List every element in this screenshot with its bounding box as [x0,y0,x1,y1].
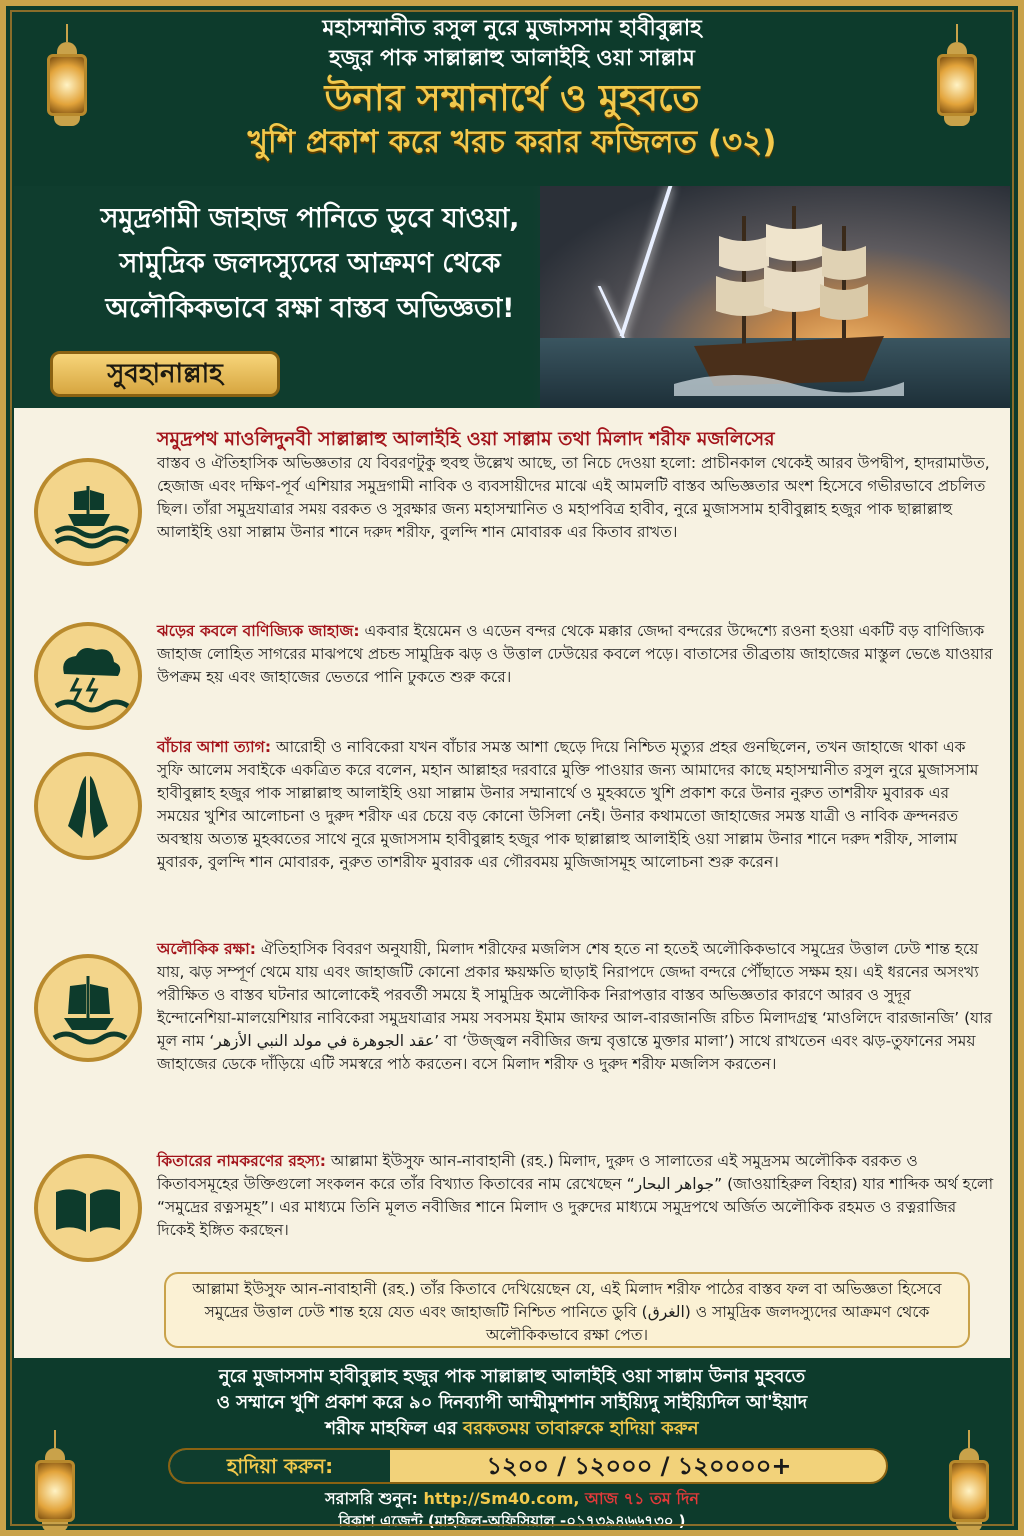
section-title: সমুদ্রপথ মাওলিদুনবী সাল্লাল্লাহু আলাইহি ওয়া সাল্লাম তথা মিলাদ শরীফ মজলিসের [157,428,775,450]
footer-line-3b: বরকতময় তাবারুকে হাদিয়া করুন [463,1418,699,1439]
section-title: অলৌকিক রক্ষা: [157,940,256,958]
live-url[interactable]: http://Sm40.com, [423,1489,580,1508]
section-text: আল্লামা ইউসুফ আন-নাবাহানী (রহ.) মিলাদ, দুরুদ ও সালাতের এই সমুদ্রসম অলৌকিক বরকত ও কিতাবসমূহের উক্তিগুলো সংকলন করে তাঁর বিখ্যাত কিতাবের নাম রেখেছেন “جواهر البحار” (জাওয়াহিরুল বিহার) যার শাব্দিক অর্থ হলো “সমুদ্রের রত্নসমূহ”। এর মাধ্যমে তিনি মূলত নবীজির শানে মিলাদ ও দুরুদের মাধ্যমে সমুদ্রপথে অর্জিত অলৌকিক রহমত ও রত্নরাজির দিকেই ইঙ্গিত করছেন। [157,1152,994,1239]
donation-bar [168,1448,888,1484]
section-title: কিতারের নামকরণের রহস্য: [157,1152,326,1170]
lantern-icon [944,1430,994,1532]
section-title: ঝড়ের কবলে বাণিজ্যিক জাহাজ: [157,622,360,640]
lantern-icon [30,1430,80,1532]
summary-note: আল্লামা ইউসুফ আন-নাবাহানী (রহ.) তাঁর কিতাবে দেখিয়েছেন যে, এই মিলাদ শরীফ পাঠের বাস্তব ফল বা অভিজ্ঞতা হিসেবে সমুদ্রের উত্তাল ঢেউ শান্ত হয়ে যেত এবং জাহাজটি নিশ্চিত পানিতে ডুবি (الغرق) ও সামুদ্রিক জলদস্যুদের আক্রমণ থেকে অলৌকিকভাবে রক্ষা পেত। [164,1272,970,1348]
header-title-2: খুশি প্রকাশ করে খরচ করার ফজিলত (৩২) [247,124,777,160]
section-title: বাঁচার আশা ত্যাগ: [157,738,272,756]
lantern-icon [932,24,982,126]
section-text: বাস্তব ও ঐতিহাসিক অভিজ্ঞতার যে বিবরণটুকু হুবহু উল্লেখ আছে, তা নিচে দেওয়া হলো: প্রাচীনকাল থেকেই আরব উপদ্বীপ, হাদরামাউত, হেজাজ এবং দক্ষিণ-পূর্ব এশিয়ার সমুদ্রগামী নাবিক ও ব্যবসায়ীদের মাঝে এই আমলটি বাস্তব অভিজ্ঞতার অংশ হিসেবে গভীরভাবে প্রচলিত ছিল। তাঁরা সমুদ্রযাত্রার সময় বরকত ও সুরক্ষার জন্য মহাসম্মানিত ও মহাপবিত্র হাবীব, নুরে মুজাসসাম হাবীবুল্লাহ হজুর পাক ছাল্লাল্লাহু আলাইহি ওয়া সাল্লাম উনার শানে দরুদ শরীফ, বুলন্দি শান মোবারক এর কিতাব রাখত। [157,454,990,541]
ship-waves-icon [34,458,142,566]
hero-line-2: সামুদ্রিক জলদস্যুদের আক্রমণ থেকে [119,248,501,279]
footer-line-2: ও সম্মানে খুশি প্রকাশ করে ৯০ দিনব্যাপী আম্মীমুশশান সাইয়্যিদু সাইয়্যিদিল আ'ইয়াদ [216,1392,808,1413]
section-text: ঐতিহাসিক বিবরণ অনুযায়ী, মিলাদ শরীফের মজলিস শেষ হতে না হতেই অলৌকিকভাবে সমুদ্রের উত্তাল ঢেউ শান্ত হয়ে যায়, ঝড় সম্পূর্ণ থেমে যায় এবং জাহাজটি কোনো প্রকার ক্ষয়ক্ষতি ছাড়াই নিরাপদে জেদ্দা বন্দরে পৌঁছাতে সক্ষম হয়। এই ধরনের অসংখ্য পরীক্ষিত ও বাস্তব ঘটনার আলোকেই পরবর্তী সময়ে ই সামুদ্রিক অলৌকিক নিরাপত্তার বাস্তব অভিজ্ঞতার কারণে আরব ও সুদূর ইন্দোনেশিয়া-মালয়েশিয়ার নাবিকেরা সমুদ্রযাত্রার সময় সবসময় ইমাম জাফর আল-বারজানজি রচিত মিলাদগ্রন্থ ‘মাওলিদে বারজানজি’ (যার মূল নাম ‘عقد الجوهرة في مولد النبي الأزهر’ বা ‘উজ্জ্বল নবীজির জন্ম বৃত্তান্তে মুক্তার মালা’) সাথে রাখতেন এবং ঝড়-তুফানের সময় জাহাজের ডেকে দাঁড়িয়ে এটি সমস্বরে পাঠ করতেন। বসে মিলাদ শরীফ ও দুরুদ শরীফ মজলিস করতেন। [157,940,993,1073]
donation-label: হাদিয়া করুন: [170,1450,390,1482]
hero-banner [14,186,1010,408]
storm-cloud-icon [34,622,142,730]
sailing-ship-image [674,206,904,396]
section-text: একবার ইয়েমেন ও এডেন বন্দর থেকে মক্কার জেদ্দা বন্দরের উদ্দেশ্যে রওনা হওয়া একটি বড় বাণিজ্যিক জাহাজ লোহিত সাগরের মাঝপথে প্রচন্ড সামুদ্রিক ঝড় ও উত্তাল ঢেউয়ের কবলে পড়ে। বাতাসের তীব্রতায় জাহাজের মাস্তুল ভেঙে যাওয়ার উপক্রম হয় এবং জাহাজের ভেতরে পানি ঢুকতে শুরু করে। [157,622,993,686]
section-body [157,428,995,544]
header-line-2: হজুর পাক সাল্লাল্লাহু আলাইহি ওয়া সাল্লাম [329,46,695,71]
header [0,0,1024,185]
subhanallah-badge: সুবহানাল্লাহ [50,351,280,397]
footer-line-1: নুরে মুজাসসাম হাবীবুল্লাহ হজুর পাক সাল্লাল্লাহু আলাইহি ওয়া সাল্লাম উনার মুহবতে [218,1366,806,1387]
footer-text [0,1360,1024,1442]
section-body [157,736,995,874]
live-line [0,1488,1024,1510]
header-title-1: উনার সম্মানার্থে ও মুহবতে [324,78,700,119]
lantern-icon [42,24,92,126]
hero-line-3: অলৌকিকভাবে রক্ষা বাস্তব অভিজ্ঞতা! [105,293,515,324]
agent-info: বিকাশ এজেন্ট (মাহফিল-অফিসিয়াল -০১৭৩৯৪৬৬৭৩০ ) [338,1512,686,1530]
hero-headline [30,196,590,331]
donation-amounts: ১২০০ / ১২০০০ / ১২০০০০+ [486,1452,792,1480]
live-day: আজ ৭১ তম দিন [579,1489,699,1508]
praying-hands-icon [34,752,142,860]
footer-line-3 [0,1416,1024,1442]
footer-line-3a: শরীফ মাহফিল এর [325,1418,464,1439]
footer [0,1360,1024,1536]
section-text: আরোহী ও নাবিকেরা যখন বাঁচার সমস্ত আশা ছেড়ে দিয়ে নিশ্চিত মৃত্যুর প্রহর গুনছিলেন, তখন জাহাজে থাকা এক সুফি আলেম সবাইকে একত্রিত করে বলেন, মহান আল্লাহর দরবারে মুক্তি পাওয়ার জন্য আমাদের কাছে মহাসম্মানীত রসুল নুরে মুজাসসাম হাবীবুল্লাহ হজুর পাক সাল্লাল্লাহু আলাইহি ওয়া সাল্লাম উনার সম্মানার্থে ও মুহব্বতে খুশি প্রকাশ করে উনার নুরুত তাশরীফ মুবারক এর সময়ের খুশির আলোচনা ও দুরুদ শরীফ এর চেয়ে বড় কোনো উসিলা নেই। উনার কথামতো জাহাজের সমস্ত যাত্রী ও নাবিক ক্রন্দনরত অবস্থায় অত্যন্ত মুহব্বতের সাথে নুরে মুজাসসাম হাবীবুল্লাহ হজুর পাক ছাল্লাল্লাহু আলাইহি ওয়া সাল্লাম উনার শানে দরুদ শরীফ, সালাম মুবারক, বুলন্দি শান মোবারক, নুরুত তাশরীফ মুবারক এর গৌরবময় মুজিজাসমূহ আলোচনা শুরু করেন। [157,738,979,871]
ship-sea-icon [34,954,142,1062]
section-body [157,620,995,689]
hero-line-1: সমুদ্রগামী জাহাজ পানিতে ডুবে যাওয়া, [100,203,520,234]
live-label: সরাসরি শুনুন: [325,1489,424,1508]
header-line-1: মহাসম্মানীত রসুল নুরে মুজাসসাম হাবীবুল্লাহ [322,16,702,41]
content-panel [14,408,1010,1358]
section-body [157,938,995,1076]
section-body [157,1150,995,1242]
open-book-icon [34,1154,142,1262]
